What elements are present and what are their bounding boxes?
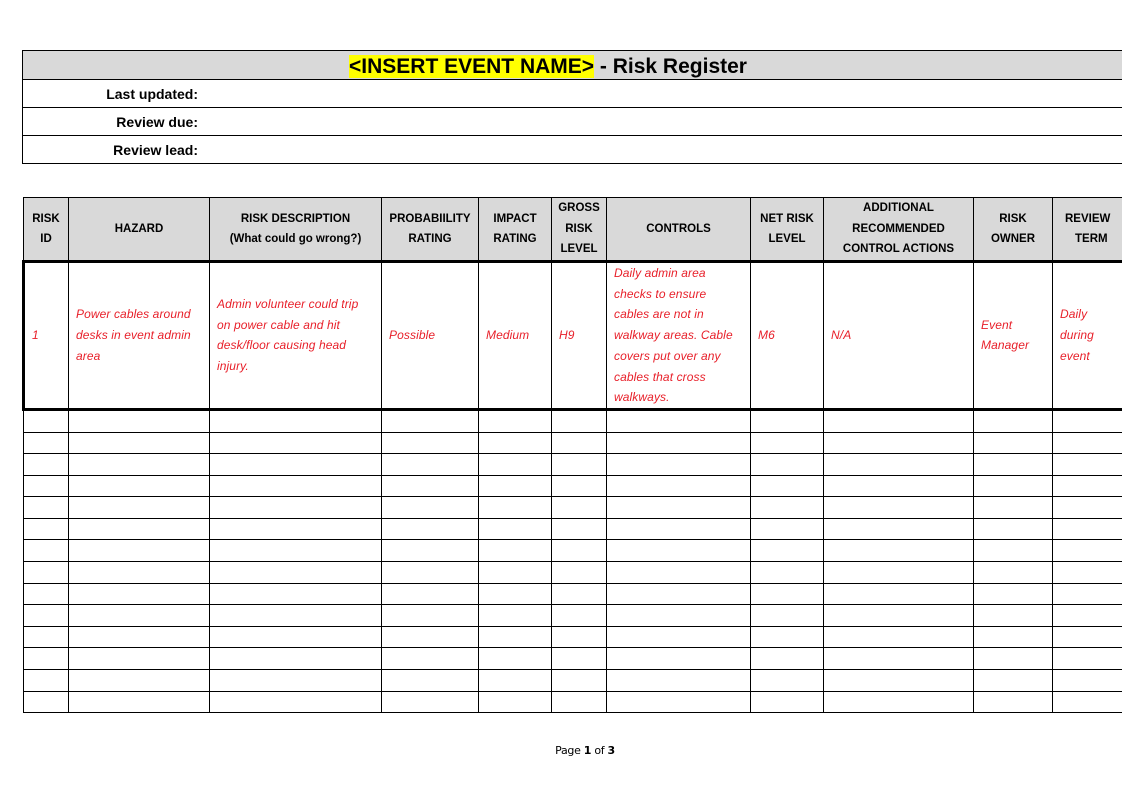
empty-cell[interactable] bbox=[479, 475, 552, 497]
empty-cell[interactable] bbox=[24, 518, 69, 540]
empty-cell[interactable] bbox=[974, 540, 1053, 562]
empty-cell[interactable] bbox=[69, 497, 210, 519]
cell-net-risk-level[interactable]: M6 bbox=[751, 262, 824, 410]
empty-cell[interactable] bbox=[1053, 691, 1122, 713]
empty-cell[interactable] bbox=[69, 583, 210, 605]
empty-cell[interactable] bbox=[824, 540, 974, 562]
empty-cell[interactable] bbox=[552, 518, 607, 540]
empty-cell[interactable] bbox=[607, 562, 751, 584]
table-row bbox=[24, 670, 1122, 692]
empty-cell[interactable] bbox=[974, 648, 1053, 670]
empty-cell[interactable] bbox=[69, 454, 210, 476]
empty-cell[interactable] bbox=[751, 497, 824, 519]
table-row bbox=[24, 648, 1122, 670]
empty-cell[interactable] bbox=[382, 497, 479, 519]
empty-cell[interactable] bbox=[607, 540, 751, 562]
empty-cell[interactable] bbox=[382, 475, 479, 497]
empty-cell[interactable] bbox=[24, 540, 69, 562]
table-row bbox=[24, 475, 1122, 497]
cell-gross-risk-level[interactable]: H9 bbox=[552, 262, 607, 410]
empty-cell[interactable] bbox=[69, 691, 210, 713]
empty-cell[interactable] bbox=[69, 432, 210, 454]
empty-cell[interactable] bbox=[24, 583, 69, 605]
empty-cell[interactable] bbox=[69, 409, 210, 432]
empty-cell[interactable] bbox=[1053, 540, 1122, 562]
empty-cell[interactable] bbox=[751, 540, 824, 562]
empty-cell[interactable] bbox=[479, 409, 552, 432]
empty-cell[interactable] bbox=[974, 670, 1053, 692]
empty-cell[interactable] bbox=[974, 562, 1053, 584]
empty-cell[interactable] bbox=[382, 648, 479, 670]
table-header-row bbox=[24, 198, 1122, 262]
empty-cell[interactable] bbox=[974, 432, 1053, 454]
empty-cell[interactable] bbox=[479, 540, 552, 562]
empty-cell[interactable] bbox=[974, 605, 1053, 627]
empty-cell[interactable] bbox=[210, 691, 382, 713]
empty-cell[interactable] bbox=[1053, 583, 1122, 605]
empty-cell[interactable] bbox=[210, 605, 382, 627]
empty-cell[interactable] bbox=[210, 454, 382, 476]
header-risk-owner: RISK OWNER bbox=[974, 198, 1053, 262]
empty-cell[interactable] bbox=[210, 626, 382, 648]
empty-cell[interactable] bbox=[210, 648, 382, 670]
empty-cell[interactable] bbox=[382, 540, 479, 562]
empty-cell[interactable] bbox=[974, 583, 1053, 605]
empty-cell[interactable] bbox=[824, 605, 974, 627]
empty-cell[interactable] bbox=[751, 626, 824, 648]
empty-cell[interactable] bbox=[382, 409, 479, 432]
empty-cell[interactable] bbox=[751, 475, 824, 497]
empty-cell[interactable] bbox=[210, 562, 382, 584]
empty-cell[interactable] bbox=[479, 626, 552, 648]
header-hazard: HAZARD bbox=[69, 198, 210, 262]
empty-cell[interactable] bbox=[1053, 670, 1122, 692]
empty-cell[interactable] bbox=[751, 409, 824, 432]
cell-risk-id[interactable]: 1 bbox=[24, 262, 69, 410]
empty-cell[interactable] bbox=[552, 409, 607, 432]
empty-cell[interactable] bbox=[552, 475, 607, 497]
empty-cell[interactable] bbox=[382, 626, 479, 648]
empty-cell[interactable] bbox=[479, 454, 552, 476]
empty-cell[interactable] bbox=[24, 670, 69, 692]
header-risk-description: RISK DESCRIPTION (What could go wrong?) bbox=[210, 198, 382, 262]
empty-cell[interactable] bbox=[974, 454, 1053, 476]
table-row bbox=[24, 518, 1122, 540]
table-row bbox=[24, 409, 1122, 432]
empty-cell[interactable] bbox=[552, 648, 607, 670]
empty-cell[interactable] bbox=[552, 691, 607, 713]
empty-cell[interactable] bbox=[974, 475, 1053, 497]
empty-cell[interactable] bbox=[1053, 605, 1122, 627]
empty-cell[interactable] bbox=[479, 648, 552, 670]
empty-cell[interactable] bbox=[382, 605, 479, 627]
empty-cell[interactable] bbox=[24, 409, 69, 432]
empty-cell[interactable] bbox=[552, 626, 607, 648]
empty-cell[interactable] bbox=[69, 475, 210, 497]
of-word: of bbox=[594, 744, 605, 757]
empty-cell[interactable] bbox=[974, 691, 1053, 713]
empty-cell[interactable] bbox=[69, 626, 210, 648]
cell-probability-rating[interactable]: Possible bbox=[382, 262, 479, 410]
empty-cell[interactable] bbox=[69, 518, 210, 540]
empty-cell[interactable] bbox=[1053, 475, 1122, 497]
cell-risk-description[interactable]: Admin volunteer could trip on power cable and hit desk/floor causing head injury. bbox=[210, 262, 382, 410]
cell-impact-rating[interactable]: Medium bbox=[479, 262, 552, 410]
empty-cell[interactable] bbox=[479, 583, 552, 605]
title-suffix: - Risk Register bbox=[594, 55, 747, 78]
empty-cell[interactable] bbox=[24, 475, 69, 497]
review-due-row bbox=[23, 108, 1122, 136]
empty-cell[interactable] bbox=[552, 605, 607, 627]
empty-cell[interactable] bbox=[24, 432, 69, 454]
empty-cell[interactable] bbox=[69, 670, 210, 692]
empty-cell[interactable] bbox=[751, 432, 824, 454]
empty-cell[interactable] bbox=[24, 691, 69, 713]
empty-cell[interactable] bbox=[382, 562, 479, 584]
page-title bbox=[23, 51, 1122, 80]
empty-cell[interactable] bbox=[382, 432, 479, 454]
review-due-field[interactable] bbox=[208, 108, 1122, 135]
empty-cell[interactable] bbox=[479, 432, 552, 454]
table-row bbox=[24, 605, 1122, 627]
empty-cell[interactable] bbox=[382, 691, 479, 713]
empty-cell[interactable] bbox=[382, 583, 479, 605]
header-additional-actions: ADDITIONAL RECOMMENDED CONTROL ACTIONS bbox=[824, 198, 974, 262]
empty-cell[interactable] bbox=[607, 454, 751, 476]
last-updated-row bbox=[23, 80, 1122, 108]
empty-cell[interactable] bbox=[479, 605, 552, 627]
empty-cell[interactable] bbox=[24, 648, 69, 670]
empty-cell[interactable] bbox=[479, 497, 552, 519]
empty-cell[interactable] bbox=[210, 409, 382, 432]
empty-cell[interactable] bbox=[24, 562, 69, 584]
empty-cell[interactable] bbox=[69, 605, 210, 627]
event-name-placeholder[interactable]: <INSERT EVENT NAME> bbox=[349, 55, 595, 78]
empty-cell[interactable] bbox=[974, 518, 1053, 540]
empty-cell[interactable] bbox=[824, 670, 974, 692]
empty-cell[interactable] bbox=[751, 691, 824, 713]
empty-cell[interactable] bbox=[1053, 648, 1122, 670]
empty-cell[interactable] bbox=[974, 497, 1053, 519]
empty-cell[interactable] bbox=[751, 648, 824, 670]
empty-cell[interactable] bbox=[1053, 562, 1122, 584]
risk-register-table bbox=[22, 197, 1122, 713]
empty-cell[interactable] bbox=[1053, 409, 1122, 432]
empty-cell[interactable] bbox=[1053, 626, 1122, 648]
empty-cell[interactable] bbox=[751, 670, 824, 692]
empty-cell[interactable] bbox=[210, 540, 382, 562]
review-lead-label: Review lead: bbox=[113, 142, 198, 158]
empty-cell[interactable] bbox=[24, 605, 69, 627]
header-impact-rating: IMPACT RATING bbox=[479, 198, 552, 262]
header-gross-risk-level: GROSS RISK LEVEL bbox=[552, 198, 607, 262]
empty-cell[interactable] bbox=[824, 409, 974, 432]
empty-cell[interactable] bbox=[824, 454, 974, 476]
empty-cell[interactable] bbox=[824, 518, 974, 540]
empty-cell[interactable] bbox=[210, 497, 382, 519]
empty-cell[interactable] bbox=[382, 670, 479, 692]
empty-cell[interactable] bbox=[1053, 432, 1122, 454]
empty-cell[interactable] bbox=[751, 562, 824, 584]
empty-cell[interactable] bbox=[210, 475, 382, 497]
empty-cell[interactable] bbox=[24, 454, 69, 476]
empty-cell[interactable] bbox=[607, 691, 751, 713]
empty-cell[interactable] bbox=[751, 605, 824, 627]
empty-cell[interactable] bbox=[824, 562, 974, 584]
empty-cell[interactable] bbox=[24, 626, 69, 648]
empty-cell[interactable] bbox=[607, 670, 751, 692]
empty-cell[interactable] bbox=[552, 562, 607, 584]
empty-cell[interactable] bbox=[479, 562, 552, 584]
empty-cell[interactable] bbox=[751, 454, 824, 476]
table-row bbox=[24, 454, 1122, 476]
empty-cell[interactable] bbox=[824, 691, 974, 713]
review-due-label: Review due: bbox=[116, 114, 198, 130]
empty-cell[interactable] bbox=[607, 648, 751, 670]
table-row bbox=[24, 432, 1122, 454]
header-risk-id: RISK ID bbox=[24, 198, 69, 262]
empty-cell[interactable] bbox=[210, 518, 382, 540]
empty-cell[interactable] bbox=[824, 583, 974, 605]
empty-cell[interactable] bbox=[824, 497, 974, 519]
review-lead-row bbox=[23, 136, 1122, 164]
empty-cell[interactable] bbox=[210, 670, 382, 692]
empty-cell[interactable] bbox=[824, 626, 974, 648]
empty-cell[interactable] bbox=[607, 475, 751, 497]
table-row bbox=[24, 583, 1122, 605]
header-controls: CONTROLS bbox=[607, 198, 751, 262]
cell-additional-actions[interactable]: N/A bbox=[824, 262, 974, 410]
table-row bbox=[24, 497, 1122, 519]
empty-cell[interactable] bbox=[69, 648, 210, 670]
empty-cell[interactable] bbox=[607, 583, 751, 605]
empty-cell[interactable] bbox=[607, 497, 751, 519]
header-net-risk-level: NET RISK LEVEL bbox=[751, 198, 824, 262]
register-header-block bbox=[22, 50, 1122, 164]
last-updated-field[interactable] bbox=[208, 80, 1122, 107]
empty-cell[interactable] bbox=[1053, 497, 1122, 519]
empty-cell[interactable] bbox=[974, 626, 1053, 648]
empty-cell[interactable] bbox=[607, 409, 751, 432]
empty-cell[interactable] bbox=[479, 670, 552, 692]
empty-cell[interactable] bbox=[210, 583, 382, 605]
header-review-term: REVIEW TERM bbox=[1053, 198, 1122, 262]
empty-cell[interactable] bbox=[552, 540, 607, 562]
empty-cell[interactable] bbox=[607, 605, 751, 627]
empty-cell[interactable] bbox=[382, 454, 479, 476]
empty-cell[interactable] bbox=[382, 518, 479, 540]
cell-controls[interactable]: Daily admin area checks to ensure cables are not in walkway areas. Cable covers put over any cables that cross walkways. bbox=[607, 262, 751, 410]
empty-cell[interactable] bbox=[1053, 454, 1122, 476]
table-row bbox=[24, 262, 1122, 410]
cell-hazard[interactable]: Power cables around desks in event admin area bbox=[69, 262, 210, 410]
empty-cell[interactable] bbox=[552, 583, 607, 605]
empty-cell[interactable] bbox=[1053, 518, 1122, 540]
page-footer bbox=[0, 744, 1122, 757]
empty-cell[interactable] bbox=[24, 497, 69, 519]
empty-cell[interactable] bbox=[751, 518, 824, 540]
page-word: Page bbox=[555, 744, 581, 757]
empty-cell[interactable] bbox=[210, 432, 382, 454]
table-row bbox=[24, 626, 1122, 648]
empty-cell[interactable] bbox=[824, 475, 974, 497]
table-row bbox=[24, 691, 1122, 713]
current-page-number: 1 bbox=[583, 744, 592, 757]
empty-cell[interactable] bbox=[479, 518, 552, 540]
review-lead-field[interactable] bbox=[208, 136, 1122, 163]
last-updated-label: Last updated: bbox=[106, 86, 198, 102]
empty-cell[interactable] bbox=[607, 432, 751, 454]
empty-cell[interactable] bbox=[552, 454, 607, 476]
table-row bbox=[24, 562, 1122, 584]
cell-review-term[interactable]: Daily during event bbox=[1053, 262, 1122, 410]
header-probability-rating: PROBABIILITY RATING bbox=[382, 198, 479, 262]
empty-cell[interactable] bbox=[824, 432, 974, 454]
cell-risk-owner[interactable]: Event Manager bbox=[974, 262, 1053, 410]
empty-cell[interactable] bbox=[751, 583, 824, 605]
empty-cell[interactable] bbox=[479, 691, 552, 713]
empty-cell[interactable] bbox=[824, 648, 974, 670]
empty-cell[interactable] bbox=[607, 518, 751, 540]
empty-cell[interactable] bbox=[69, 562, 210, 584]
empty-cell[interactable] bbox=[69, 540, 210, 562]
empty-cell[interactable] bbox=[552, 497, 607, 519]
empty-cell[interactable] bbox=[974, 409, 1053, 432]
table-row bbox=[24, 540, 1122, 562]
empty-cell[interactable] bbox=[552, 432, 607, 454]
empty-cell[interactable] bbox=[552, 670, 607, 692]
total-pages-number: 3 bbox=[607, 744, 615, 757]
empty-cell[interactable] bbox=[607, 626, 751, 648]
